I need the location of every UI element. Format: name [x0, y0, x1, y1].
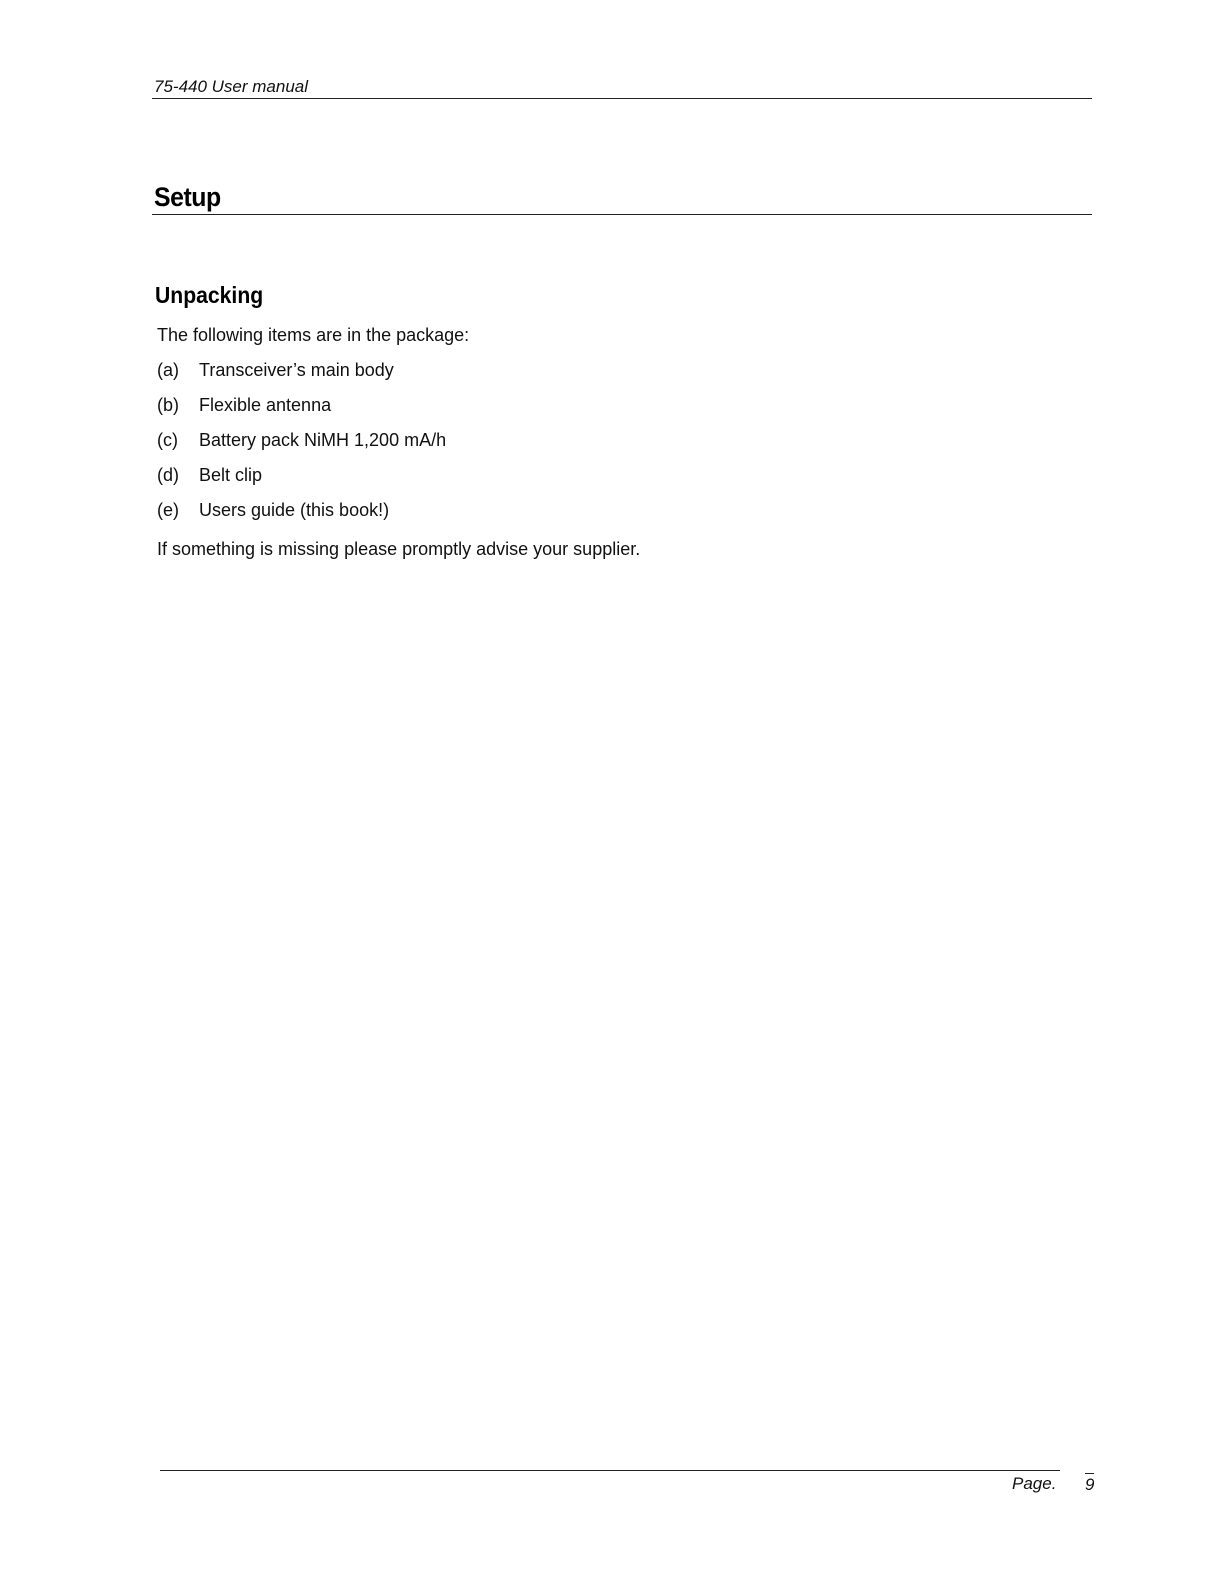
list-item-text: Belt clip	[199, 465, 263, 485]
list-item	[157, 393, 446, 428]
list-item-text: Transceiver’s main body	[199, 360, 394, 380]
list-item-marker: (c)	[157, 430, 178, 450]
subsection-title: Unpacking	[155, 282, 264, 308]
list-item-marker: (b)	[157, 395, 179, 415]
section-title: Setup	[154, 182, 221, 212]
list-item	[157, 428, 446, 463]
list-item-text: Flexible antenna	[199, 395, 332, 415]
list-item-text: Users guide (this book!)	[199, 500, 390, 520]
list-item-marker: (d)	[157, 465, 179, 485]
package-items-list	[157, 358, 446, 533]
page-number: 9	[1085, 1475, 1095, 1494]
section-heading	[152, 180, 1092, 215]
list-item-marker: (e)	[157, 500, 179, 520]
list-item	[157, 463, 446, 498]
list-item	[157, 358, 446, 393]
closing-paragraph: If something is missing please promptly advise your supplier.	[157, 539, 641, 559]
list-item	[157, 498, 446, 533]
manual-title: 75-440 User manual	[154, 77, 309, 96]
footer-divider	[160, 1470, 1060, 1471]
list-item-text: Battery pack NiMH 1,200 mA/h	[199, 430, 447, 450]
page-label: Page.	[1012, 1474, 1057, 1493]
list-item-marker: (a)	[157, 360, 179, 380]
intro-paragraph: The following items are in the package:	[157, 325, 470, 345]
running-header	[152, 76, 1092, 99]
